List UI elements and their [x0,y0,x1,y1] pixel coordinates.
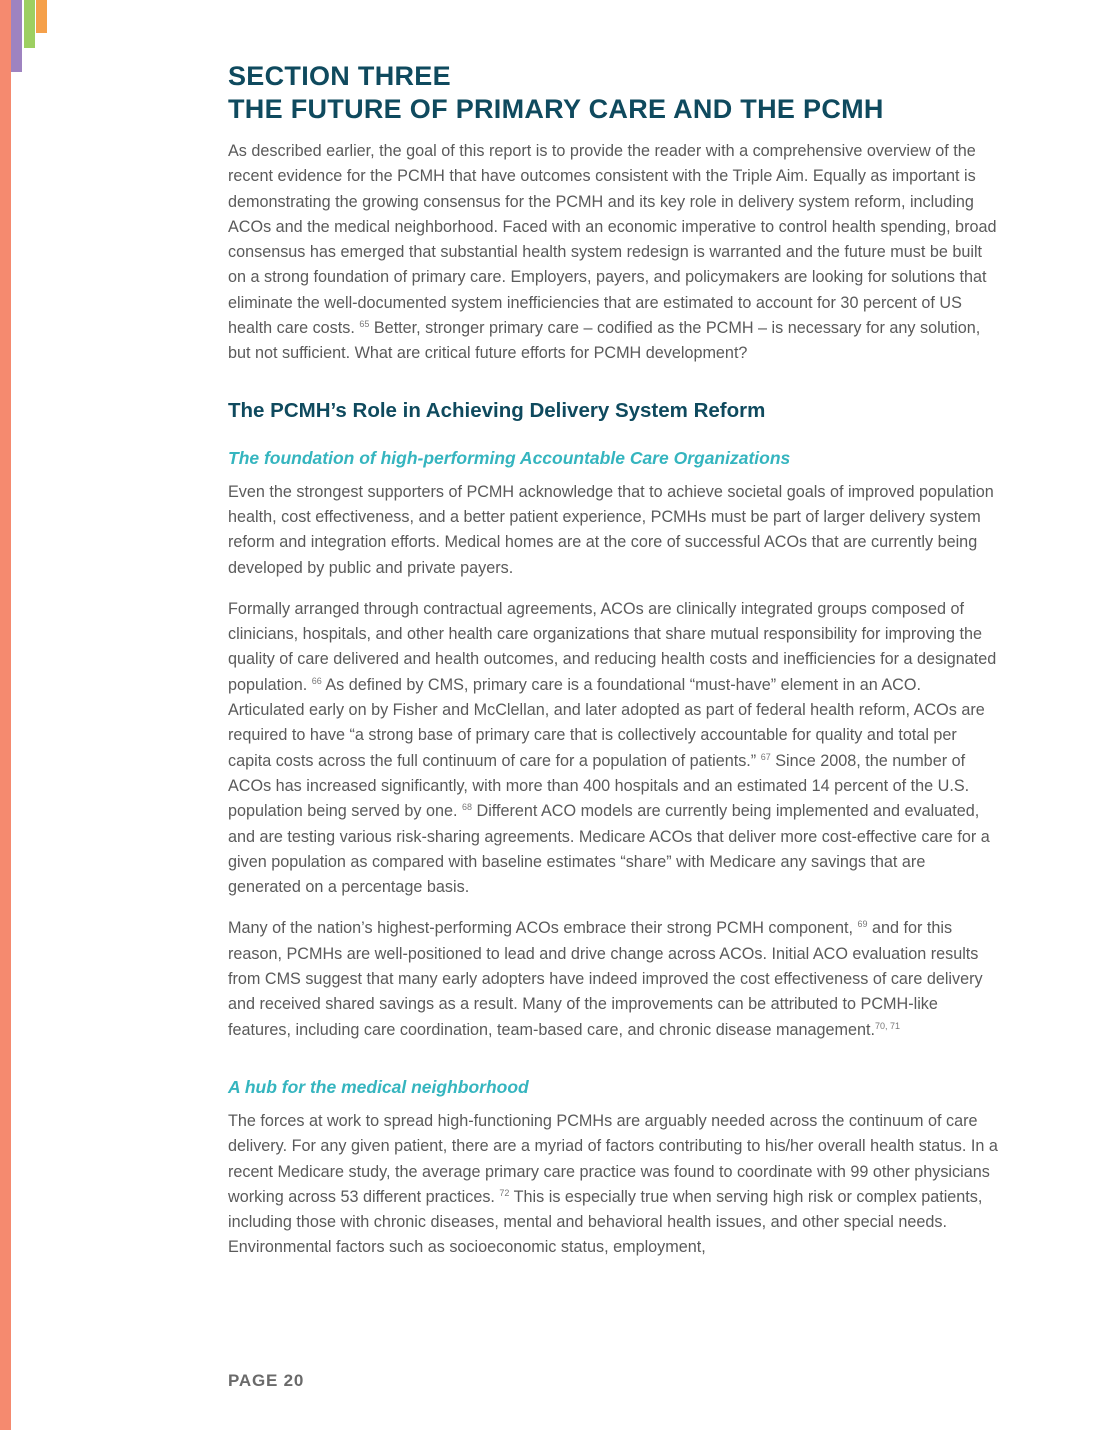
aco-p2-text-d: Different ACO models are currently being implemented and evaluated, and are testing various risk-sharing agreements. Medicare ACOs that deliver more cost-effective care for a given population as compared with baseline estimates “share” with Medicare any savings that are generated on a percentage basis. [228,802,990,897]
accent-stripe-purple [11,0,22,72]
aco-paragraph-3 [228,916,998,1042]
aco-p3-text-b: and for this reason, PCMHs are well-positioned to lead and drive change across ACOs. Initial ACO evaluation results from CMS suggest that many early adopters have indeed improved the cost effectiveness of care delivery and received shared savings as a result. Many of the improvements can be attributed to PCMH-like features, including care coordination, team-based care, and chronic disease management. [228,919,983,1039]
left-edge-bar [0,0,11,1430]
footnote-ref-70-71: 70, 71 [874,1020,901,1031]
section-heading [228,60,998,126]
aco-paragraph-1: Even the strongest supporters of PCMH acknowledge that to achieve societal goals of improved population health, cost effectiveness, and a better patient experience, PCMHs must be part of larger delivery system reform and integration efforts. Medical homes are at the core of successful ACOs that are currently being developed by public and private payers. [228,482,994,577]
page-content [228,60,998,1261]
subsection-heading: The PCMH’s Role in Achieving Delivery System Reform [228,398,766,422]
aco-p2-text-a: Formally arranged through contractual agreements, ACOs are clinically integrated groups composed of clinicians, hospitals, and other health care organizations that share mutual responsibility for improving the quality of care delivered and health outcomes, and reducing health costs and inefficiencies for a designated population. [228,599,997,694]
footnote-ref-72: 72 [499,1187,510,1198]
aco-p3-text-a: Many of the nation’s highest-performing ACOs embrace their strong PCMH component, [228,919,858,938]
hub-p1-text-a: The forces at work to spread high-functioning PCMHs are arguably needed across the continuum of care delivery. For any given patient, there are a myriad of factors contributing to his/her overall health status. In a recent Medicare study, the average primary care practice was found to coordinate with 99 other physicians working across 53 different practices. [228,1111,998,1206]
footnote-ref-67: 67 [760,751,771,762]
aco-paragraph-2 [228,597,998,901]
intro-text-a: As described earlier, the goal of this report is to provide the reader with a comprehensive overview of the recent evidence for the PCMH that have outcomes consistent with the Triple Aim. Equally as important is demonstrating the growing consensus for the PCMH and its key role in delivery system reform, including ACOs and the medical neighborhood. Faced with an economic imperative to control health spending, broad consensus has emerged that substantial health system redesign is warranted and the future must be built on a strong foundation of primary care. Employers, payers, and policymakers are looking for solutions that eliminate the well-documented system inefficiencies that are estimated to account for 30 percent of US health care costs. [228,142,997,338]
footnote-ref-65: 65 [359,319,370,330]
aco-p2-text-c: Since 2008, the number of ACOs has increased significantly, with more than 400 hospitals and an estimated 14 percent of the U.S. population being served by one. [228,751,970,821]
intro-paragraph [228,139,998,367]
aco-p2-text-b: As defined by CMS, primary care is a foundational “must-have” element in an ACO. Articulated early on by Fisher and McClellan, and later adopted as part of federal health reform, ACOs are required to have “a strong base of primary care that is collectively accountable for quality and total per capita costs across the full continuum of care for a population of patients.” [228,675,985,770]
footnote-ref-68: 68 [462,802,473,813]
hub-p1-text-b: This is especially true when serving high risk or complex patients, including those with chronic diseases, mental and behavioral health issues, and other special needs. Environmental factors such as socioeconomic status, employment, [228,1187,983,1257]
accent-stripe-orange [36,0,47,33]
footnote-ref-69: 69 [857,919,868,930]
page-number: PAGE 20 [228,1371,305,1390]
aco-heading: The foundation of high-performing Accountable Care Organizations [228,447,791,468]
section-heading-line1: SECTION THREE [228,61,451,91]
hub-paragraph-1 [228,1109,998,1261]
section-heading-line2: THE FUTURE OF PRIMARY CARE AND THE PCMH [228,94,884,124]
intro-text-b: Better, stronger primary care – codified as the PCMH – is necessary for any solution, but not sufficient. What are critical future efforts for PCMH development? [228,319,981,363]
hub-heading: A hub for the medical neighborhood [228,1076,529,1097]
accent-stripe-green [24,0,35,48]
footnote-ref-66: 66 [311,675,322,686]
